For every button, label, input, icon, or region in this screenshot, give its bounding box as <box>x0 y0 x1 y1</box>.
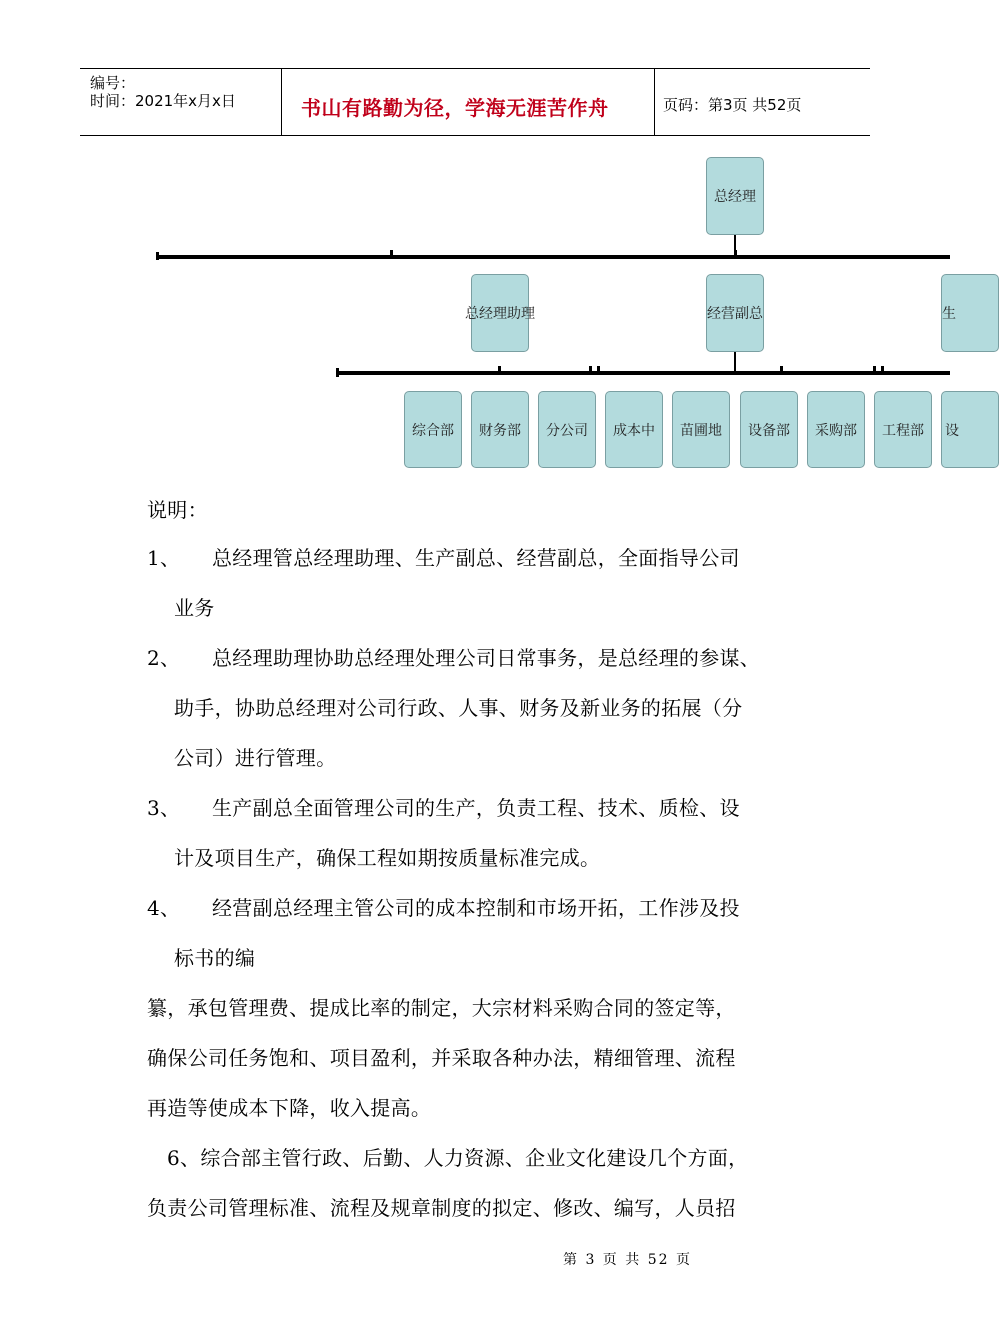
item-text: 计及项目生产，确保工程如期按质量标准完成。 <box>174 846 601 870</box>
section-heading: 说明： <box>147 498 208 522</box>
org-bar-level-2 <box>336 371 950 375</box>
org-bar-level-2-tick <box>780 366 783 375</box>
item-text: 总经理管总经理助理、生产副总、经营副总，全面指导公司 <box>212 546 740 570</box>
page-footer: 第 3 页 共 52 页 <box>563 1252 692 1268</box>
item-text: 标书的编 <box>174 946 256 970</box>
header-divider-1 <box>281 68 282 136</box>
org-node-dept: 综合部 <box>404 391 462 468</box>
org-bar-level-2-tick <box>589 366 592 375</box>
header-divider-2 <box>654 68 655 136</box>
item-6-text: 负责公司管理标准、流程及规章制度的拟定、修改、编写，人员招 <box>147 1196 736 1220</box>
org-node-dept: 设 <box>941 391 999 468</box>
org-bar-level-2-tick <box>873 366 876 375</box>
item-text: 公司）进行管理。 <box>174 746 337 770</box>
org-bar-level-1 <box>156 255 950 259</box>
org-node-dept: 苗圃地 <box>672 391 730 468</box>
continuation-text: 再造等使成本下降，收入提高。 <box>147 1096 432 1120</box>
continuation-text: 确保公司任务饱和、项目盈利，并采取各种办法，精细管理、流程 <box>147 1046 736 1070</box>
page-label: 页码：第3页 共52页 <box>663 96 802 114</box>
item-text: 经营副总经理主管公司的成本控制和市场开拓，工作涉及投 <box>212 896 740 920</box>
org-node-dept: 采购部 <box>807 391 865 468</box>
item-text: 助手，协助总经理对公司行政、人事、财务及新业务的拓展（分 <box>174 696 743 720</box>
item-text: 业务 <box>174 596 215 620</box>
org-bar-level-1-tick <box>390 250 393 258</box>
org-bar-level-2-tick <box>881 366 884 375</box>
header-bottom-border <box>80 135 870 136</box>
org-bar-level-1-tick <box>734 250 737 258</box>
item-6-text: 6、综合部主管行政、后勤、人力资源、企业文化建设几个方面， <box>167 1146 749 1170</box>
item-number: 3、 <box>147 796 181 820</box>
org-node-dept: 分公司 <box>538 391 596 468</box>
org-bar-level-2-tick <box>336 368 339 377</box>
item-text: 总经理助理协助总经理处理公司日常事务，是总经理的参谋、 <box>212 646 761 670</box>
header-motto: 书山有路勤为径，学海无涯苦作舟 <box>301 96 609 120</box>
org-node-general-manager: 总经理 <box>706 157 764 235</box>
org-node-assistant-gm: 总经理助理 <box>471 274 529 352</box>
item-number: 1、 <box>147 546 181 570</box>
org-node-dept: 设备部 <box>740 391 798 468</box>
org-bar-level-2-tick <box>498 366 501 375</box>
org-node-dept: 财务部 <box>471 391 529 468</box>
connector-second <box>734 352 736 372</box>
org-node-dept: 成本中 <box>605 391 663 468</box>
org-node-production-vp: 生 <box>941 274 999 352</box>
item-number: 2、 <box>147 646 181 670</box>
org-bar-level-2-tick <box>597 366 600 375</box>
org-node-business-vp: 经营副总 <box>706 274 764 352</box>
doc-number-label: 编号： <box>90 74 136 92</box>
header-top-border <box>80 68 870 69</box>
continuation-text: 纂，承包管理费、提成比率的制定，大宗材料采购合同的签定等， <box>147 996 736 1020</box>
org-bar-level-1-tick <box>156 252 159 260</box>
org-node-dept: 工程部 <box>874 391 932 468</box>
item-number: 4、 <box>147 896 181 920</box>
item-text: 生产副总全面管理公司的生产，负责工程、技术、质检、设 <box>212 796 740 820</box>
time-label: 时间：2021年x月x日 <box>90 92 236 110</box>
